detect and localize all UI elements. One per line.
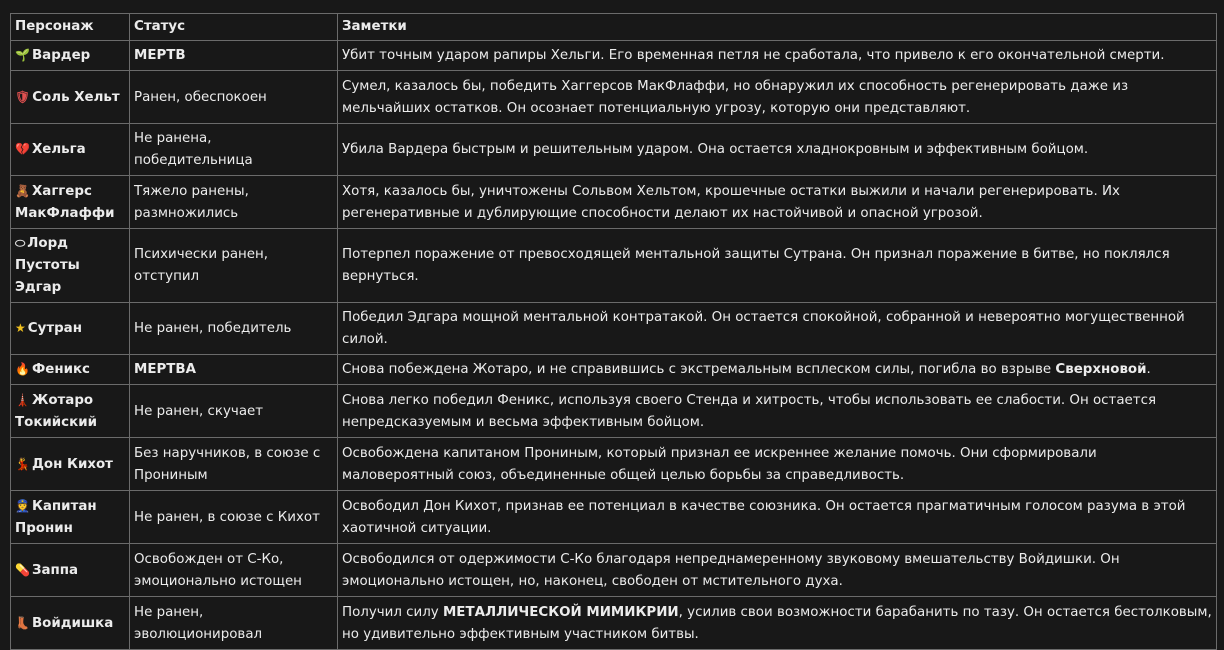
table-row <box>11 41 1217 71</box>
character-name: Капитан Пронин <box>15 498 97 536</box>
character-name: Вардер <box>31 48 91 63</box>
notes-cell <box>338 385 1217 438</box>
notes-cell <box>338 229 1217 303</box>
character-name: Соль Хельт <box>32 89 120 105</box>
notes-text: Убит точным ударом рапиры Хельги. Его временная петля не сработала, что привело к его окончательной смерти. <box>342 48 1165 63</box>
header-notes: Заметки <box>338 14 1217 41</box>
character-name-cell <box>11 124 130 176</box>
status-text: МЕРТВА <box>134 362 196 377</box>
notes-text: Снова легко победил Феникс, используя своего Стенда и хитрость, чтобы использовать ее слабости. Он остается непредсказуемым и весьма эффективным бойцом. <box>342 392 1156 430</box>
status-cell <box>130 355 338 385</box>
dancer-icon: 💃 <box>15 456 30 471</box>
status-text: Тяжело ранены, размножились <box>134 183 249 221</box>
tower-icon: 🗼 <box>15 392 30 407</box>
status-cell <box>130 176 338 229</box>
character-name: Феникс <box>31 362 90 377</box>
character-name: Дон Кихот <box>31 456 113 472</box>
table-row <box>11 355 1217 385</box>
notes-text: Потерпел поражение от превосходящей ментальной защиты Сутрана. Он признал поражение в битве, но поклялся вернуться. <box>342 247 1170 284</box>
status-cell <box>130 303 338 355</box>
status-text: Не ранен, скучает <box>134 403 264 419</box>
table-body <box>11 41 1217 650</box>
status-text: Не ранен, эволюционировал <box>134 604 263 642</box>
notes-cell <box>338 176 1217 229</box>
status-text: МЕРТВ <box>134 48 186 63</box>
status-cell <box>130 41 338 71</box>
notes-cell <box>338 303 1217 355</box>
character-status-table-container <box>10 13 1217 650</box>
star-icon: ★ <box>15 321 26 335</box>
notes-cell <box>338 491 1217 544</box>
table-row <box>11 438 1217 491</box>
notes-text: Хотя, казалось бы, уничтожены Сольвом Хельтом, крошечные остатки выжили и начали регенерировать. Их регенеративные и дублирующие способности делают их настойчивой и опасной угрозой. <box>342 183 1120 221</box>
character-name-cell <box>11 71 130 124</box>
status-cell <box>130 438 338 491</box>
notes-cell <box>338 597 1217 650</box>
character-name-cell <box>11 355 130 385</box>
status-cell <box>130 597 338 650</box>
table-row <box>11 229 1217 303</box>
character-name-cell <box>11 303 130 355</box>
notes-emphasis: МЕТАЛЛИЧЕСКОЙ МИМИКРИИ <box>442 604 679 620</box>
header-character: Персонаж <box>11 14 130 41</box>
notes-cell <box>338 41 1217 71</box>
notes-text: Убила Вардера быстрым и решительным ударом. Она остается хладнокровным и эффективным бойцом. <box>342 142 1089 157</box>
pill-icon: 💊 <box>15 562 30 577</box>
character-name: Сутран <box>27 321 82 336</box>
notes-emphasis: Сверхновой <box>1055 362 1147 377</box>
notes-cell <box>338 544 1217 597</box>
status-text: Не ранена, победительница <box>134 131 253 168</box>
status-cell <box>130 71 338 124</box>
table-row <box>11 491 1217 544</box>
broken-heart-icon: 💔 <box>15 142 30 156</box>
notes-text: Сумел, казалось бы, победить Хаггерсов МакФлаффи, но обнаружил их способность регенерировать даже из мельчайших остатков. Он осознает потенциальную угрозу, которую они представляют. <box>342 78 1129 116</box>
seedling-icon: 🌱 <box>15 48 30 62</box>
table-row <box>11 385 1217 438</box>
character-name: Войдишка <box>31 615 114 631</box>
character-name-cell <box>11 41 130 71</box>
notes-text: Получил силу <box>342 604 443 620</box>
status-text: Психически ранен, отступил <box>134 247 269 284</box>
character-name-cell <box>11 491 130 544</box>
character-name: Хельга <box>31 142 86 157</box>
character-status-table <box>10 13 1217 650</box>
status-cell <box>130 229 338 303</box>
table-row <box>11 597 1217 650</box>
character-name: Заппа <box>31 562 79 578</box>
header-status: Статус <box>130 14 338 41</box>
character-name-cell <box>11 385 130 438</box>
notes-text: Снова побеждена Жотаро, и не справившись с экстремальным всплеском силы, погибла во взрыве <box>342 362 1056 377</box>
notes-cell <box>338 355 1217 385</box>
notes-text: Освободился от одержимости С-Ко благодаря непреднамеренному звуковому вмешательству Войдишки. Он эмоционально истощен, но, наконец, свободен от мстительного духа. <box>342 551 1120 589</box>
status-cell <box>130 544 338 597</box>
character-name-cell <box>11 176 130 229</box>
shield-icon: 🛡 <box>15 89 31 104</box>
character-name: Лорд Пустоты Эдгар <box>15 236 80 295</box>
notes-text: Освобождена капитаном Прониным, который признал ее искреннее желание помочь. Они сформировали маловероятный союз, объединенные общей целью борьбы за справедливость. <box>342 445 1097 483</box>
table-header <box>11 14 1217 41</box>
character-name-cell <box>11 438 130 491</box>
notes-text: Победил Эдгара мощной ментальной контратакой. Он остается спокойной, собранной и невероятно могущественной силой. <box>342 310 1185 347</box>
status-text: Освобожден от С-Ко, эмоционально истощен <box>134 551 302 589</box>
status-text: Без наручников, в союзе с Прониным <box>134 445 321 483</box>
table-row <box>11 303 1217 355</box>
character-name-cell <box>11 597 130 650</box>
notes-cell <box>338 438 1217 491</box>
character-name-cell <box>11 544 130 597</box>
table-row <box>11 544 1217 597</box>
notes-text: , усилив свои возможности барабанить по тазу. Он остается бестолковым, но удивительно эффективным участником битвы. <box>342 604 1212 642</box>
character-name: Жотаро Токийский <box>15 392 97 430</box>
status-text: Не ранен, в союзе с Кихот <box>134 509 320 525</box>
character-name-cell <box>11 229 130 303</box>
table-row <box>11 176 1217 229</box>
status-cell <box>130 385 338 438</box>
character-name: Хаггерс МакФлаффи <box>15 183 115 221</box>
fire-icon: 🔥 <box>15 362 30 376</box>
status-cell <box>130 124 338 176</box>
header-row <box>11 14 1217 41</box>
notes-cell <box>338 71 1217 124</box>
notes-text: Освободил Дон Кихот, признав ее потенциал в качестве союзника. Он остается прагматичным голосом разума в этой хаотичной ситуации. <box>342 498 1186 536</box>
notes-text: . <box>1146 362 1151 377</box>
status-text: Не ранен, победитель <box>134 321 292 336</box>
notes-cell <box>338 124 1217 176</box>
status-cell <box>130 491 338 544</box>
void-oval-icon: ⬭ <box>15 236 26 250</box>
status-text: Ранен, обеспокоен <box>134 89 267 105</box>
teddy-bear-icon: 🧸 <box>15 183 30 198</box>
police-officer-icon: 👮 <box>15 498 30 513</box>
boot-icon: 👢 <box>15 615 30 630</box>
table-row <box>11 71 1217 124</box>
table-row <box>11 124 1217 176</box>
